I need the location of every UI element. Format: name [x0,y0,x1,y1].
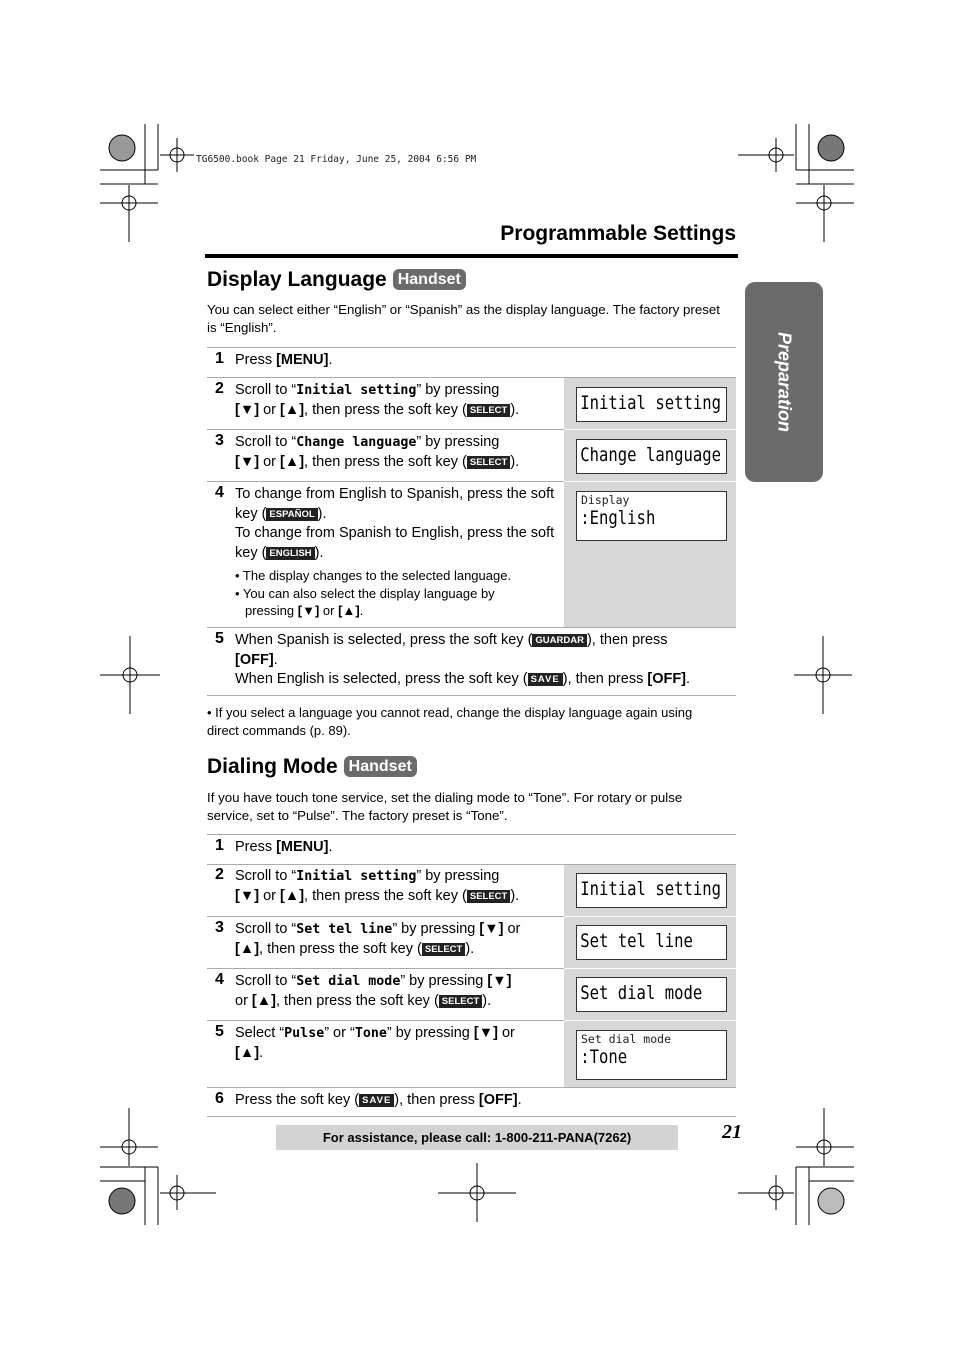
save-key-icon: SAVE [359,1094,394,1107]
menu-key-label: [MENU] [276,352,329,368]
panel-separator [564,968,736,969]
lcd-label: Display [581,493,630,507]
down-arrow-icon: ▼ [484,921,499,937]
up-arrow-icon: ▲ [284,453,300,470]
step-number: 3 [215,919,224,936]
off-key-label: [OFF] [235,651,274,668]
section-intro: If you have touch tone service, set the dialing mode to “Tone”. For rotary or pulse service, set to “Pulse”. The factory preset is “Tone”. [207,790,683,823]
menu-command: Set tel line [296,922,393,937]
lcd-text: Set dial mode [580,982,703,1004]
print-slug: TG6500.book Page 21 Friday, June 25, 2004 6:56 PM [196,154,477,165]
off-key-label: [OFF] [647,671,687,687]
lcd-text: Initial setting [580,878,721,900]
menu-command: Set dial mode [296,974,401,989]
bullet-item: • You can also select the display language by [235,585,495,601]
step-text: Scroll to “Initial setting” by pressing [▼] or [▲], then press the soft key ( SELECT ). [235,868,520,904]
step-text: Press the soft key ( SAVE ), then press [OFF]. [235,1092,522,1108]
down-arrow-icon: ▼ [478,1025,494,1041]
lcd-display [576,439,727,474]
lcd-text: :English [580,507,656,529]
save-key-icon: SAVE [528,673,563,686]
step-number: 1 [215,350,224,367]
step-number: 2 [215,866,224,883]
step-text: Scroll to “Initial setting” by pressing [▼] or [▲], then press the soft key ( SELECT ). [235,382,520,418]
divider [207,347,736,348]
up-arrow-icon: ▲ [284,401,300,418]
step-number: 6 [215,1090,224,1107]
menu-command: Pulse [284,1026,325,1041]
assistance-footer: For assistance, please call: 1-800-211-PANA(7262) [276,1125,678,1150]
lcd-text: Initial setting [580,392,721,414]
divider [207,695,736,696]
divider [207,627,736,628]
section-intro: You can select either “English” or “Spanish” as the display language. The factory preset is “English”. [207,302,720,335]
step-number: 4 [215,484,224,501]
select-key-icon: SELECT [422,943,465,956]
step-number: 5 [215,1023,224,1040]
menu-command: Initial setting [296,869,417,884]
section-title-dialing-mode [207,755,417,779]
step-number: 3 [215,432,224,449]
off-key-label: [OFF] [478,1092,518,1108]
lcd-text: :Tone [580,1046,628,1068]
heading-rule [205,254,738,258]
panel-separator [564,481,736,482]
lcd-display [576,387,727,422]
select-key-icon: SELECT [467,404,510,417]
side-tab-label: Preparation [774,331,795,433]
panel-separator [564,1020,736,1021]
section-note: • If you select a language you cannot read, change the display language again using direct commands (p. 89). [207,705,693,738]
select-key-icon: SELECT [439,995,482,1008]
divider [207,834,736,835]
bullet-list [235,567,555,620]
menu-command: Tone [354,1026,387,1041]
step-text: To change from English to Spanish, press the soft key ( ESPAÑOL ). To change from Spanish to English, press the soft key ( ENGLISH ). [235,486,555,561]
lcd-label: Set dial mode [581,1032,672,1046]
divider [207,1087,736,1088]
menu-command: Initial setting [296,383,417,398]
up-arrow-icon: ▲ [239,940,255,957]
lcd-display [576,925,727,960]
lcd-text: Change language [580,444,721,466]
step-number: 1 [215,837,224,854]
section-title-text: Dialing Mode [207,755,338,778]
page-heading: Programmable Settings [500,222,736,245]
menu-key-label: [MENU] [276,839,329,855]
select-key-icon: SELECT [467,456,510,469]
menu-command: Change language [296,435,417,450]
side-tab [745,282,823,482]
step-number: 4 [215,971,224,988]
espanol-key-icon: ESPAÑOL [266,508,317,521]
down-arrow-icon: ▼ [239,401,255,418]
panel-separator [564,916,736,917]
bullet-item-cont: pressing [▼] or [▲]. [245,603,364,618]
up-arrow-icon: ▲ [342,603,356,618]
down-arrow-icon: ▼ [302,603,315,618]
step-text: Press [MENU]. [235,839,333,855]
lcd-text: Set tel line [580,930,693,952]
down-arrow-icon: ▼ [239,887,255,904]
step-text: Select “Pulse” or “Tone” by pressing [▼] or [▲]. [235,1025,515,1061]
down-arrow-icon: ▼ [492,973,507,989]
step-text: Press [MENU]. [235,352,333,368]
up-arrow-icon: ▲ [284,887,300,904]
panel-separator [564,429,736,430]
lcd-display [576,1030,727,1080]
lcd-display [576,491,727,541]
page-number: 21 [722,1121,742,1143]
english-key-icon: ENGLISH [266,547,314,560]
lcd-display [576,977,727,1012]
step-number: 5 [215,630,224,647]
section-title-display-language [207,268,466,292]
step-text: Scroll to “Set dial mode” by pressing [▼] or [▲], then press the soft key ( SELECT ). [235,973,512,1009]
step-text: Scroll to “Change language” by pressing [▼] or [▲], then press the soft key ( SELECT ). [235,434,520,470]
divider [207,1116,736,1117]
step-number: 2 [215,380,224,397]
lcd-display [576,873,727,908]
step-text: Scroll to “Set tel line” by pressing [▼] or [▲], then press the soft key ( SELECT ). [235,921,521,957]
down-arrow-icon: ▼ [239,453,255,470]
bullet-item: • The display changes to the selected language. [235,568,512,583]
guardar-key-icon: GUARDAR [532,634,587,647]
handset-badge: Handset [393,269,466,290]
up-arrow-icon: ▲ [256,992,272,1009]
section-title-text: Display Language [207,268,387,291]
handset-badge: Handset [344,756,417,777]
select-key-icon: SELECT [467,890,510,903]
step-text: When Spanish is selected, press the soft key ( GUARDAR ), then press [OFF]. When English is selected, press the soft key ( SAVE ), then press [OFF]. [235,632,691,687]
up-arrow-icon: ▲ [239,1044,255,1061]
